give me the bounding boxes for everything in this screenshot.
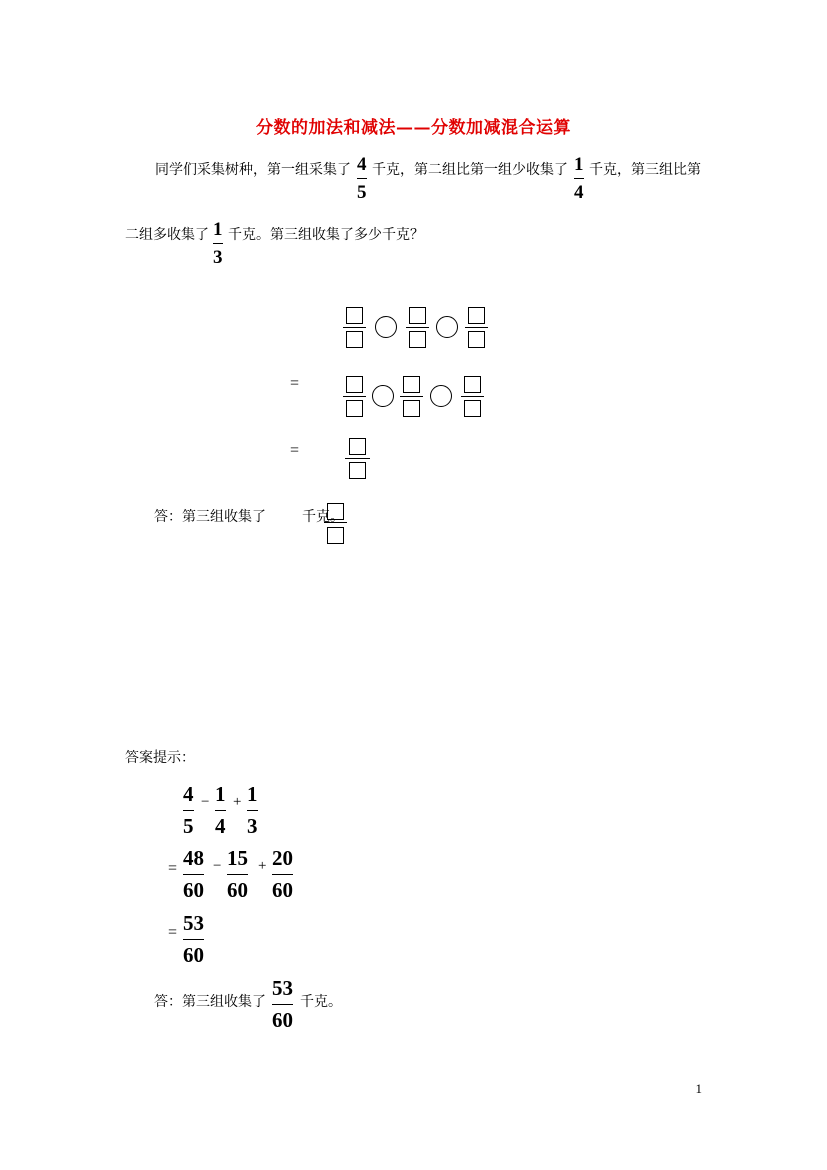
blank-numerator-box[interactable] [346,307,363,324]
equals-sign: = [168,860,178,877]
fraction-1-3: 1 3 [213,219,223,268]
hint-label: 答案提示： [125,750,195,766]
blank-numerator-box[interactable] [327,503,344,520]
minus-sign: − [201,794,210,810]
blank-numerator-box[interactable] [464,376,481,393]
blank-denominator-box[interactable] [468,331,485,348]
fraction-bar [343,396,366,397]
template-answer-prefix: 答：第三组收集了 [154,509,266,525]
fraction-1-4: 1 4 [574,154,584,203]
problem-text-2a: 二组多收集了 [125,227,209,243]
fraction-bar [345,458,370,459]
blank-denominator-box[interactable] [464,400,481,417]
hint-answer-prefix: 答：第三组收集了 [154,994,266,1010]
fraction: 4 5 [183,782,194,838]
problem-text-1b: 千克，第二组比第一组少收集了 [372,162,568,178]
blank-denominator-box[interactable] [346,331,363,348]
blank-denominator-box[interactable] [349,462,366,479]
blank-denominator-box[interactable] [403,400,420,417]
blank-denominator-box[interactable] [327,527,344,544]
fraction: 1 3 [247,782,258,838]
blank-numerator-box[interactable] [346,376,363,393]
fraction-bar [343,327,366,328]
operator-circle[interactable] [372,385,394,407]
blank-numerator-box[interactable] [349,438,366,455]
fraction: 53 60 [272,976,293,1032]
minus-sign: − [213,858,222,874]
operator-circle[interactable] [375,316,397,338]
fraction-4-5: 4 5 [357,154,367,203]
operator-circle[interactable] [436,316,458,338]
operator-circle[interactable] [430,385,452,407]
equals-sign: = [290,375,300,392]
fraction-bar [406,327,429,328]
plus-sign: + [258,858,267,874]
fraction: 1 4 [215,782,226,838]
fraction-bar [400,396,423,397]
fraction: 20 60 [272,846,293,902]
blank-denominator-box[interactable] [346,400,363,417]
problem-text-1c: 千克，第三组比第 [589,162,701,178]
blank-numerator-box[interactable] [403,376,420,393]
page-number: 1 [695,1081,702,1096]
fraction: 53 60 [183,911,204,967]
problem-text-2b: 千克。第三组收集了多少千克？ [228,227,424,243]
plus-sign: + [233,794,242,810]
blank-numerator-box[interactable] [468,307,485,324]
problem-text-1a: 同学们采集树种，第一组采集了 [155,162,351,178]
page-title: 分数的加法和减法——分数加减混合运算 [256,118,571,138]
fraction-bar [324,522,347,523]
blank-numerator-box[interactable] [409,307,426,324]
fraction-bar [461,396,484,397]
hint-answer-unit: 千克。 [300,994,342,1010]
fraction-bar [465,327,488,328]
blank-denominator-box[interactable] [409,331,426,348]
fraction: 15 60 [227,846,248,902]
equals-sign: = [290,442,300,459]
template-answer-unit: 千克。 [302,509,344,525]
fraction: 48 60 [183,846,204,902]
equals-sign: = [168,924,178,941]
